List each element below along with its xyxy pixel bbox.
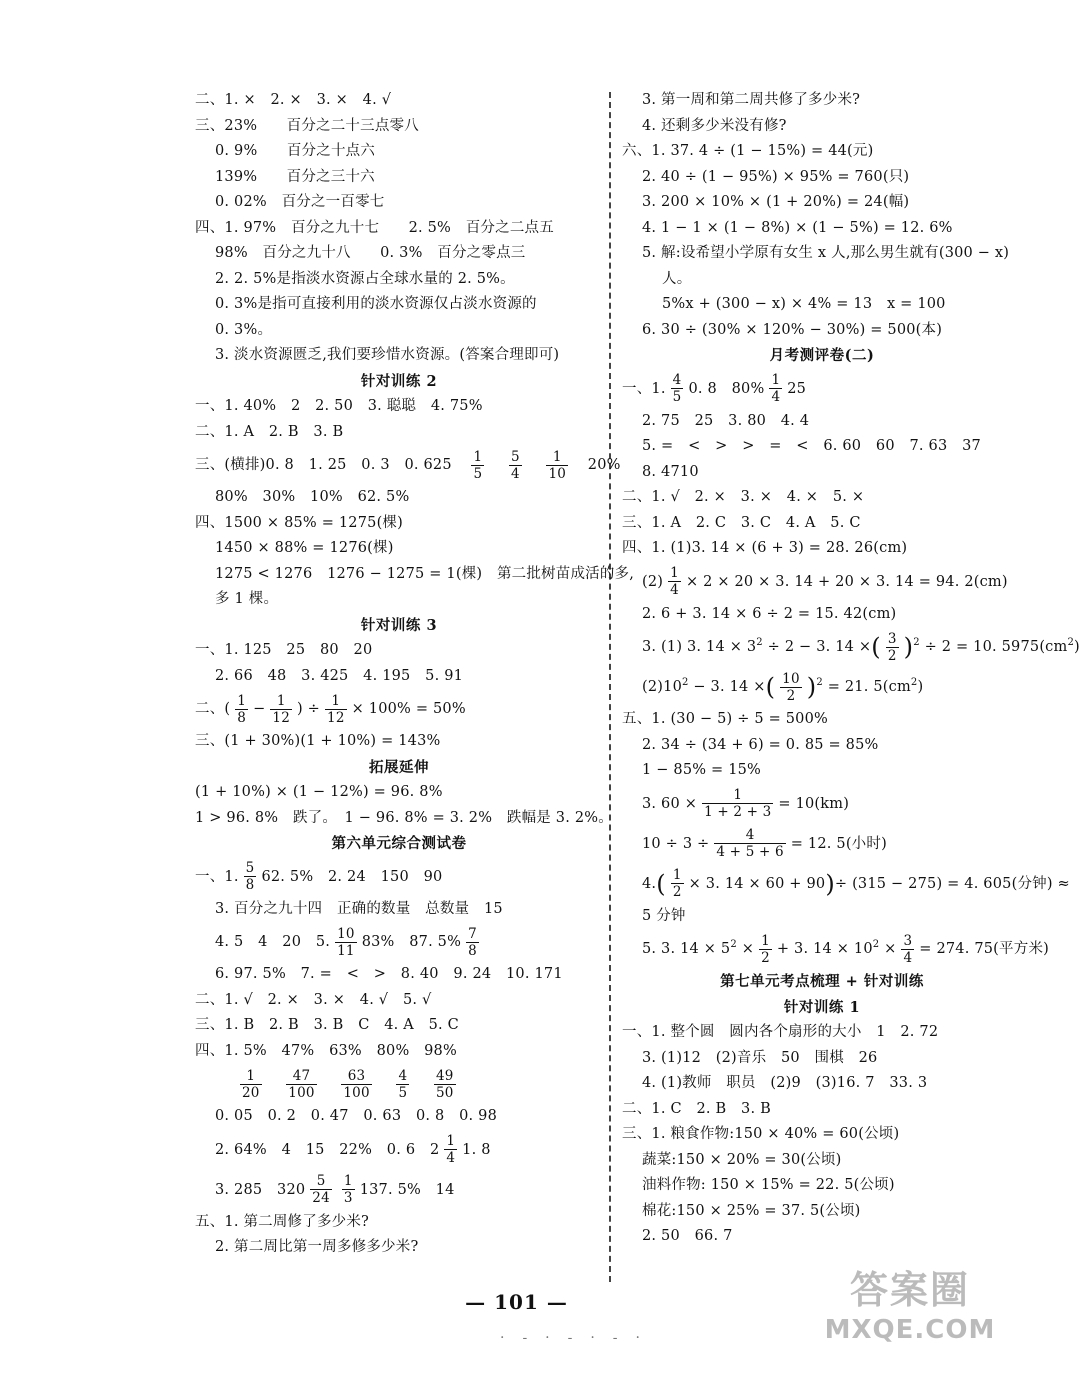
answer-line: 3. (1)12 (2)音乐 50 围棋 26 [642, 1049, 878, 1066]
answer-line: 98% 百分之九十八 0. 3% 百分之零点三 [215, 245, 526, 261]
left-column [195, 88, 635, 1261]
text-segment: 一、1. [622, 380, 666, 397]
text-segment: × 100% = 50% [351, 701, 466, 717]
text-segment: = 10(km) [778, 795, 850, 812]
scan-marks: ·‐·‐·‐· [500, 1330, 658, 1346]
text-segment: 三、(横排)0. 8 1. 25 0. 3 0. 625 [195, 457, 452, 473]
answer-line: 3. 第一周和第二周共修了多少米? [642, 92, 861, 108]
text-segment: (2)10 [642, 679, 682, 695]
answer-line: 2. 50 66. 7 [642, 1228, 733, 1244]
answer-line: 1 − 85% = 15% [642, 762, 762, 778]
text-segment: × 2 × 20 × 3. 14 + 20 × 3. 14 = 94. 2(cm) [685, 573, 1008, 590]
answer-line-fractions [622, 627, 1080, 667]
exponent: 2 [682, 677, 689, 689]
answer-line: 三、1. 粮食作物:150 × 40% = 60(公顷) [622, 1126, 900, 1142]
answer-line: 二、1. √ 2. × 3. × 4. × 5. × [622, 489, 865, 505]
answer-line: 五、1. 第二周修了多少米? [195, 1213, 370, 1230]
text-segment: (2) [642, 573, 664, 590]
text-segment: × 3. 14 × 60 + 90 [688, 875, 826, 892]
answer-line: 5. 解:设希望小学原有女生 x 人,那么男生就有(300 − x) [642, 245, 1010, 261]
answer-line-fractions [622, 562, 1022, 602]
answer-line: 6. 97. 5% 7. = < > 8. 40 9. 24 10. 171 [215, 966, 563, 982]
answer-line: 5. = < > > = < 6. 60 60 7. 63 37 [642, 438, 981, 454]
paren-open: ( [765, 673, 776, 701]
answer-line: 三、1. B 2. B 3. B C 4. A 5. C [195, 1017, 459, 1033]
answer-line-fractions [195, 1170, 603, 1210]
answer-line: 0. 05 0. 2 0. 47 0. 63 0. 8 0. 98 [215, 1108, 498, 1124]
fraction: $\frac{5}{8}$ [245, 860, 255, 893]
answer-line: 4. 1 − 1 × (1 − 8%) × (1 − 5%) = 12. 6% [642, 219, 953, 236]
answer-line: 一、1. 125 25 80 20 [195, 642, 373, 658]
answer-line: 六、1. 37. 4 ÷ (1 − 15%) = 44(元) [622, 143, 874, 159]
answer-line: 四、1. (1)3. 14 × (6 + 3) = 28. 26(cm) [622, 540, 908, 556]
answer-line: 2. 34 ÷ (34 + 6) = 0. 85 = 85% [642, 736, 879, 753]
exponent: 2 [730, 939, 737, 951]
answer-line: 3. 200 × 10% × (1 + 20%) = 24(幅) [642, 194, 910, 210]
text-segment: 2. 64% 4 15 22% 0. 6 2 [215, 1141, 440, 1158]
answer-line: 二、1. C 2. B 3. B [622, 1100, 771, 1117]
text-segment: 5. 3. 14 × 5 [642, 941, 731, 957]
fraction: $\frac{5}{24}$ [312, 1173, 330, 1206]
text-segment: 二、( [195, 701, 231, 717]
fraction: $\frac{1}{2}$ [672, 867, 682, 900]
text-segment: 62. 5% 2. 24 150 90 [261, 868, 443, 885]
answer-line: 2. 2. 5%是指淡水资源占全球水量的 2. 5%。 [215, 270, 515, 287]
fraction: $\frac{47}{100}$ [288, 1067, 315, 1101]
answer-line: 1 > 96. 8% 跌了。 1 − 96. 8% = 3. 2% 跌幅是 3. 2%。 [195, 809, 613, 826]
section-heading-unit7: 第七单元考点梳理 + 针对训练 [720, 973, 924, 990]
answer-line: 三、23% 百分之二十三点零八 [195, 117, 419, 134]
fraction: $\frac{3}{2}$ [887, 630, 897, 664]
text-segment: 137. 5% 14 [359, 1181, 455, 1198]
paren-open: ( [656, 869, 666, 898]
answer-line: (1 + 10%) × (1 − 12%) = 96. 8% [195, 784, 443, 800]
answer-line: 0. 3%。 [215, 321, 273, 338]
answer-line: 二、1. √ 2. × 3. × 4. √ 5. √ [195, 991, 432, 1008]
fraction: $\frac{10}{2}$ [782, 670, 800, 704]
text-segment: + 3. 14 × 10 [776, 941, 873, 957]
answer-line: 4. 还剩多少米没有修? [642, 117, 787, 134]
answer-line: 1275 < 1276 1276 − 1275 = 1(棵) 第二批树苗成活的多, [215, 565, 635, 582]
text-segment: − [253, 701, 266, 717]
text-segment: ÷ 2 = 10. 5975(cm [924, 639, 1068, 655]
right-column [622, 88, 1080, 1250]
text-segment: 3. 285 320 [215, 1181, 306, 1198]
exponent: 2 [756, 637, 763, 649]
fraction: $\frac{10}{11}$ [337, 925, 355, 959]
section-heading-extension: 拓展延伸 [369, 758, 429, 776]
text-segment: 20% [587, 457, 621, 473]
answer-line: 0. 02% 百分之一百零七 [215, 194, 385, 210]
answer-line: 二、1. A 2. B 3. B [195, 423, 344, 440]
fraction: $\frac{1}{10}$ [548, 448, 567, 482]
answer-line: 油料作物: 150 × 15% = 22. 5(公顷) [642, 1177, 895, 1193]
section-heading-unit6: 第六单元综合测试卷 [331, 835, 467, 852]
answer-line-fractions [622, 824, 1022, 864]
answer-line: 6. 30 ÷ (30% × 120% − 30%) = 500(本) [642, 321, 943, 338]
answer-line: 多 1 棵。 [215, 591, 279, 607]
paren-close: ) [825, 869, 835, 898]
fraction: $\frac{4}{5}$ [398, 1067, 408, 1101]
text-segment: 4. [642, 875, 657, 892]
section-heading-train2: 针对训练 2 [360, 372, 438, 390]
fraction: $\frac{49}{50}$ [435, 1067, 454, 1101]
text-segment: 一、1. [195, 868, 239, 885]
fraction: $\frac{1}{4}$ [771, 372, 781, 405]
answer-line: 一、1. 40% 2 2. 50 3. 聪聪 4. 75% [195, 398, 483, 414]
fraction: $\frac{1}{8}$ [237, 692, 247, 726]
answer-line-fractions [195, 857, 603, 897]
exponent: 2 [872, 939, 880, 951]
paren-close: ) [903, 633, 914, 661]
answer-line: 三、(1 + 30%)(1 + 10%) = 143% [195, 733, 441, 749]
answer-line-fractions [622, 929, 1049, 969]
answer-line: 4. (1)教师 职员 (2)9 (3)16. 7 33. 3 [642, 1075, 928, 1091]
answer-line: 2. 40 ÷ (1 − 95%) × 95% = 760(只) [642, 168, 910, 185]
answer-line: 二、1. × 2. × 3. × 4. √ [195, 92, 392, 108]
answer-line: 四、1. 97% 百分之九十七 2. 5% 百分之二点五 [195, 219, 554, 236]
fraction: $\frac{1}{4}$ [446, 1133, 456, 1166]
answer-line-fractions [622, 369, 1022, 409]
answer-line: 5%x + (300 − x) × 4% = 13 x = 100 [662, 296, 946, 312]
answer-line-fractions [195, 922, 603, 962]
text-segment: × [884, 941, 897, 957]
answer-line: 2. 6 + 3. 14 × 6 ÷ 2 = 15. 42(cm) [642, 605, 897, 622]
answer-line: 蔬菜:150 × 20% = 30(公顷) [642, 1151, 842, 1168]
fraction: $\frac{1}{5}$ [473, 448, 483, 482]
text-segment: = 21. 5(cm [827, 679, 911, 695]
paren-open: ( [871, 633, 881, 661]
text-segment: 25 [787, 380, 807, 397]
fraction: $\frac{4}{4 + 5 + 6}$ [716, 827, 784, 860]
fraction: $\frac{1}{20}$ [242, 1067, 260, 1101]
fraction: $\frac{63}{100}$ [343, 1067, 370, 1101]
answer-line-fractions [195, 1130, 603, 1170]
answer-line: 80% 30% 10% 62. 5% [215, 489, 410, 505]
answer-line: 5 分钟 [642, 907, 686, 924]
answer-line: 0. 9% 百分之十点六 [215, 143, 376, 159]
watermark-logo: 答案圈 [849, 1268, 970, 1312]
answer-line: 8. 4710 [642, 463, 699, 480]
answer-line: 人。 [662, 270, 692, 287]
fraction: $\frac{1}{1 + 2 + 3}$ [704, 787, 772, 820]
fraction-row [195, 1064, 603, 1104]
fraction: $\frac{1}{4}$ [670, 565, 679, 598]
answer-line-fractions [622, 864, 1070, 904]
text-segment: ) [1074, 639, 1080, 655]
answer-line: 一、1. 整个圆 圆内各个扇形的大小 1 2. 72 [622, 1024, 939, 1040]
text-segment: ÷ 2 − 3. 14 × [767, 639, 872, 655]
section-heading-train3: 针对训练 3 [360, 616, 438, 634]
site-watermark [815, 1265, 1005, 1355]
answer-line: 五、1. (30 − 5) ÷ 5 = 500% [622, 711, 829, 727]
answer-line-fractions [622, 784, 1022, 824]
answer-line-fractions [195, 689, 603, 729]
answer-line: 3. 百分之九十四 正确的数量 总数量 15 [215, 900, 503, 917]
text-segment: ÷ (315 − 275) = 4. 605(分钟) ≈ [834, 875, 1070, 892]
answer-line: 棉花:150 × 25% = 37. 5(公顷) [642, 1202, 861, 1219]
fraction: $\frac{7}{8}$ [468, 925, 477, 959]
text-segment: 4. 5 4 20 5. [215, 934, 331, 950]
answer-line: 2. 第二周比第一周多修多少米? [215, 1239, 419, 1255]
fraction: $\frac{5}{4}$ [510, 448, 520, 482]
answer-line: 三、1. A 2. C 3. C 4. A 5. C [622, 514, 861, 531]
answer-line: 1450 × 88% = 1276(棵) [215, 540, 394, 556]
fraction: $\frac{1}{12}$ [327, 692, 345, 726]
page-number: — 101 — [465, 1290, 568, 1314]
answer-line: 139% 百分之三十六 [215, 168, 375, 185]
text-segment: × [741, 941, 755, 957]
answer-line: 四、1. 5% 47% 63% 80% 98% [195, 1042, 457, 1059]
answer-line: 2. 66 48 3. 425 4. 195 5. 91 [215, 667, 464, 684]
fraction: $\frac{1}{12}$ [272, 692, 291, 726]
answer-line-fractions [195, 445, 621, 485]
text-segment: = 12. 5(小时) [790, 835, 887, 852]
fraction: $\frac{1}{3}$ [343, 1173, 353, 1206]
answer-line-fractions [622, 667, 1022, 707]
exponent: 2 [816, 677, 823, 689]
fraction: $\frac{1}{2}$ [761, 932, 770, 966]
text-segment: − 3. 14 × [693, 679, 766, 695]
section-heading-monthly: 月考测评卷(二) [769, 347, 875, 364]
exponent: 2 [913, 637, 920, 649]
answer-line: 0. 3%是指可直接利用的淡水资源仅占淡水资源的 [215, 296, 537, 312]
watermark-site: MXQE.COM [824, 1315, 996, 1345]
answer-line: 四、1500 × 85% = 1275(棵) [195, 514, 403, 531]
section-heading-unit7-train1: 针对训练 1 [783, 998, 861, 1016]
text-segment: ) [917, 679, 924, 695]
text-segment: = 274. 75(平方米) [919, 941, 1049, 957]
answer-line: 3. 淡水资源匮乏,我们要珍惜水资源。(答案合理即可) [215, 347, 560, 363]
exponent: 2 [1067, 637, 1075, 649]
answer-line: 2. 75 25 3. 80 4. 4 [642, 412, 810, 429]
text-segment: 10 ÷ 3 ÷ [642, 835, 710, 852]
text-segment: 1. 8 [462, 1141, 491, 1158]
text-segment: 83% 87. 5% [361, 934, 462, 950]
text-segment: 3. 60 × [642, 795, 698, 812]
text-segment: 0. 8 80% [688, 380, 765, 397]
text-segment: ) ÷ [297, 701, 321, 717]
column-divider [609, 92, 611, 1282]
fraction: $\frac{4}{5}$ [672, 372, 682, 405]
fraction: $\frac{3}{4}$ [903, 932, 913, 966]
paren-close: ) [806, 673, 817, 701]
exponent: 2 [910, 677, 918, 689]
text-segment: 3. (1) 3. 14 × 3 [642, 639, 757, 655]
